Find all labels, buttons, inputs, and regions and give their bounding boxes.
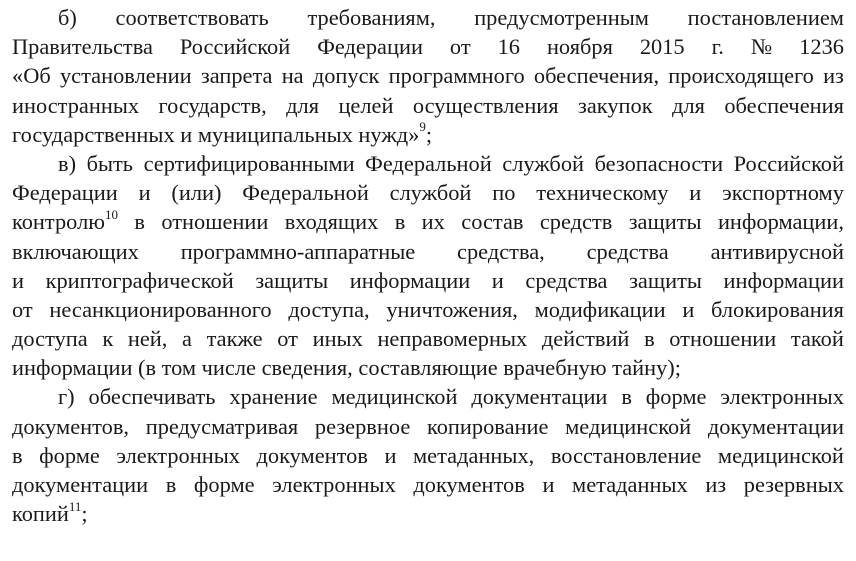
word: закупок — [578, 92, 653, 118]
word: документов, — [12, 413, 129, 439]
word: к — [102, 326, 114, 352]
word: по — [492, 180, 516, 206]
word: резервных — [743, 472, 844, 497]
word: средства — [525, 267, 608, 293]
word: и — [689, 180, 702, 206]
text-fragment: государственных и муниципальных нужд» — [12, 121, 420, 147]
word: г. — [711, 34, 724, 60]
word: документации — [471, 384, 608, 410]
word: медицинской — [331, 384, 458, 410]
word: запрета — [200, 63, 273, 89]
word: ноября — [546, 34, 613, 60]
word: а — [182, 326, 192, 352]
word: осуществления — [412, 92, 559, 118]
word: контролю — [12, 209, 105, 235]
word: экспортному — [722, 180, 844, 206]
word: входящих — [284, 209, 379, 235]
word: б) — [58, 5, 77, 30]
footnote-ref-10[interactable]: 10 — [104, 206, 118, 222]
word: предусматривая — [145, 413, 299, 439]
word: государств, — [158, 92, 267, 118]
word: 2015 — [639, 34, 685, 60]
word: электронных — [720, 384, 844, 410]
word: обеспечения, — [533, 63, 660, 89]
word: документации — [12, 472, 149, 497]
word: метаданных — [572, 472, 688, 497]
word: обеспечивать — [88, 384, 216, 410]
word: резервное — [314, 413, 411, 439]
word: Российской — [179, 34, 291, 60]
word: от — [12, 296, 33, 322]
word: и — [138, 180, 151, 206]
text-fragment — [12, 207, 118, 236]
word: происходящего — [668, 63, 814, 89]
word: иностранных — [12, 92, 140, 118]
word: в — [621, 384, 632, 410]
text-line — [12, 178, 844, 207]
word: доступа — [12, 326, 88, 352]
word: Федерации — [317, 34, 423, 60]
word: и — [542, 472, 555, 497]
word: хранение — [229, 384, 318, 410]
word: информации — [349, 267, 471, 293]
word: включающих — [12, 238, 139, 264]
word: криптографической — [45, 267, 234, 293]
footnote-ref-11[interactable]: 11 — [68, 498, 82, 514]
word: программного — [388, 63, 525, 89]
text-line — [12, 237, 844, 266]
word: иных — [312, 326, 363, 352]
word: форме — [645, 384, 707, 410]
word: на — [281, 63, 304, 89]
text-line — [12, 441, 844, 470]
text-line — [12, 470, 844, 499]
word: постановлением — [687, 5, 844, 30]
word: информации, — [717, 209, 844, 235]
word: для — [672, 92, 705, 118]
text-line — [12, 412, 844, 441]
word: безопасности — [594, 150, 724, 176]
word: и — [12, 267, 24, 293]
word: защиты — [255, 267, 329, 293]
text-fragment: копий — [12, 501, 69, 527]
word: и — [682, 296, 695, 322]
word: ней, — [127, 326, 168, 352]
word: также — [206, 326, 263, 352]
word: электронных — [116, 442, 240, 468]
text-line — [12, 207, 844, 236]
word: медицинской — [565, 413, 692, 439]
word: № — [750, 34, 773, 60]
word: (или) — [171, 180, 222, 206]
word: средств — [539, 209, 613, 235]
text-line — [12, 3, 844, 32]
text-line — [12, 32, 844, 61]
word: несанкционированного — [49, 296, 272, 322]
word: и — [491, 267, 504, 293]
text-line — [12, 266, 844, 295]
word: блокирования — [711, 296, 844, 322]
word: в — [394, 209, 406, 235]
word: Федеральной — [365, 150, 492, 176]
word: форме — [193, 472, 255, 497]
word: форме — [39, 442, 100, 468]
word: в) — [58, 150, 77, 176]
word: быть — [86, 150, 134, 176]
word: медицинской — [717, 442, 844, 468]
word: установлении — [59, 63, 192, 89]
text-line — [12, 324, 844, 353]
word: из — [823, 63, 844, 89]
text-line — [12, 149, 844, 178]
text-line — [12, 499, 844, 528]
word: программно-аппаратные — [180, 238, 416, 264]
word: электронных — [272, 472, 396, 497]
word: информации — [723, 267, 844, 293]
text-line — [12, 61, 844, 90]
word: документации — [707, 413, 844, 439]
word: защиты — [629, 267, 702, 293]
word: в — [12, 442, 23, 468]
word: состав — [461, 209, 524, 235]
word: и — [384, 442, 397, 468]
word: в — [644, 326, 655, 352]
text-line — [12, 120, 844, 149]
word: Федерации — [12, 180, 118, 206]
text-line — [12, 353, 844, 382]
word: требованиям, — [307, 5, 436, 30]
word: действий — [541, 326, 630, 352]
word: документов — [413, 472, 525, 497]
word: службой — [502, 150, 585, 176]
word: 16 — [497, 34, 520, 60]
word: защиты — [628, 209, 702, 235]
footnote-ref-9[interactable]: 9 — [419, 119, 426, 135]
word: документов — [256, 442, 368, 468]
word: такой — [790, 326, 844, 352]
word: из — [705, 472, 727, 497]
word: доступа, — [288, 296, 370, 322]
word: обеспечения — [724, 92, 844, 118]
word: допуск — [312, 63, 380, 89]
word: «Об — [12, 63, 51, 89]
word: для — [286, 92, 320, 118]
word: в — [134, 209, 145, 235]
paragraph-g — [12, 382, 844, 528]
text-line — [12, 295, 844, 324]
word: копирование — [427, 413, 549, 439]
word: предусмотренным — [474, 5, 649, 30]
word: сертифицированными — [143, 150, 355, 176]
text-fragment: ; — [425, 121, 433, 147]
word: 1236 — [799, 34, 844, 60]
text-fragment: информации (в том числе сведения, составляющие врачебную тайну); — [12, 355, 681, 381]
paragraph-b — [12, 3, 844, 149]
word: от — [277, 326, 298, 352]
word: отношении — [161, 209, 269, 235]
word: в — [165, 472, 177, 497]
document-page — [12, 3, 844, 528]
word: средства — [586, 238, 669, 264]
text-fragment: ; — [81, 501, 88, 527]
word: уничтожения, — [386, 296, 518, 322]
word: Российской — [733, 150, 844, 176]
word: от — [449, 34, 471, 60]
word: г) — [58, 384, 75, 410]
word: соответствовать — [115, 5, 269, 30]
word: службой — [389, 180, 472, 206]
word: средства, — [457, 238, 545, 264]
word: целей — [338, 92, 394, 118]
word: их — [421, 209, 445, 235]
word: модификации — [534, 296, 666, 322]
word: Федеральной — [242, 180, 369, 206]
word: неправомерных — [377, 326, 528, 352]
word: антивирусной — [710, 238, 844, 264]
paragraph-v — [12, 149, 844, 383]
text-line — [12, 382, 844, 411]
word: Правительства — [12, 34, 153, 60]
word: метаданных, — [413, 442, 535, 468]
text-line — [12, 91, 844, 120]
word: отношении — [669, 326, 777, 352]
word: восстановление — [550, 442, 702, 468]
word: техническому — [536, 180, 669, 206]
